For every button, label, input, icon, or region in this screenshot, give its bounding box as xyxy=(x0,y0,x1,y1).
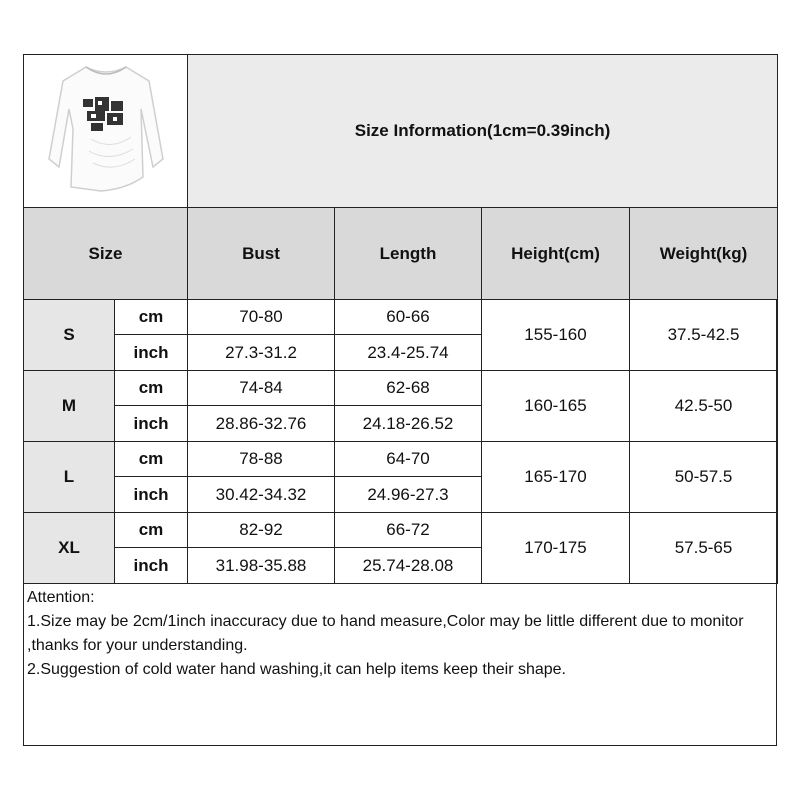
length-inch: 23.4-25.74 xyxy=(335,335,482,371)
weight-value: 50-57.5 xyxy=(630,442,778,513)
bust-cm: 78-88 xyxy=(188,442,335,477)
length-cm: 60-66 xyxy=(335,300,482,335)
height-value: 165-170 xyxy=(482,442,630,513)
length-inch: 24.18-26.52 xyxy=(335,406,482,442)
bust-inch: 28.86-32.76 xyxy=(188,406,335,442)
weight-value: 37.5-42.5 xyxy=(630,300,778,371)
size-label: S xyxy=(24,300,115,371)
table-row xyxy=(24,513,778,548)
header-length: Length xyxy=(335,208,482,300)
notes-line-2: 2.Suggestion of cold water hand washing,it can help items keep their shape. xyxy=(27,661,566,678)
weight-value: 42.5-50 xyxy=(630,371,778,442)
product-image xyxy=(24,55,188,208)
unit-inch: inch xyxy=(115,335,188,371)
size-chart-table xyxy=(23,54,778,584)
attention-notes xyxy=(27,586,775,682)
length-cm: 66-72 xyxy=(335,513,482,548)
length-inch: 25.74-28.08 xyxy=(335,548,482,584)
length-cm: 62-68 xyxy=(335,371,482,406)
length-inch: 24.96-27.3 xyxy=(335,477,482,513)
header-size: Size xyxy=(24,208,188,300)
bust-inch: 30.42-34.32 xyxy=(188,477,335,513)
length-cm: 64-70 xyxy=(335,442,482,477)
page-title: Size Information(1cm=0.39inch) xyxy=(188,55,778,208)
header-height: Height(cm) xyxy=(482,208,630,300)
bust-cm: 70-80 xyxy=(188,300,335,335)
size-label: M xyxy=(24,371,115,442)
header-weight: Weight(kg) xyxy=(630,208,778,300)
unit-inch: inch xyxy=(115,406,188,442)
bust-cm: 82-92 xyxy=(188,513,335,548)
bust-inch: 31.98-35.88 xyxy=(188,548,335,584)
table-row xyxy=(24,300,778,335)
unit-cm: cm xyxy=(115,371,188,406)
table-row xyxy=(24,442,778,477)
height-value: 170-175 xyxy=(482,513,630,584)
unit-inch: inch xyxy=(115,477,188,513)
weight-value: 57.5-65 xyxy=(630,513,778,584)
bust-inch: 27.3-31.2 xyxy=(188,335,335,371)
size-label: L xyxy=(24,442,115,513)
notes-heading: Attention: xyxy=(27,589,95,606)
height-value: 155-160 xyxy=(482,300,630,371)
unit-cm: cm xyxy=(115,513,188,548)
unit-inch: inch xyxy=(115,548,188,584)
height-value: 160-165 xyxy=(482,371,630,442)
size-label: XL xyxy=(24,513,115,584)
bust-cm: 74-84 xyxy=(188,371,335,406)
header-bust: Bust xyxy=(188,208,335,300)
unit-cm: cm xyxy=(115,442,188,477)
unit-cm: cm xyxy=(115,300,188,335)
shirt-icon xyxy=(31,59,181,199)
notes-line-1: 1.Size may be 2cm/1inch inaccuracy due to hand measure,Color may be little different due to monitor ,thanks for your understanding. xyxy=(27,613,744,654)
table-row xyxy=(24,371,778,406)
